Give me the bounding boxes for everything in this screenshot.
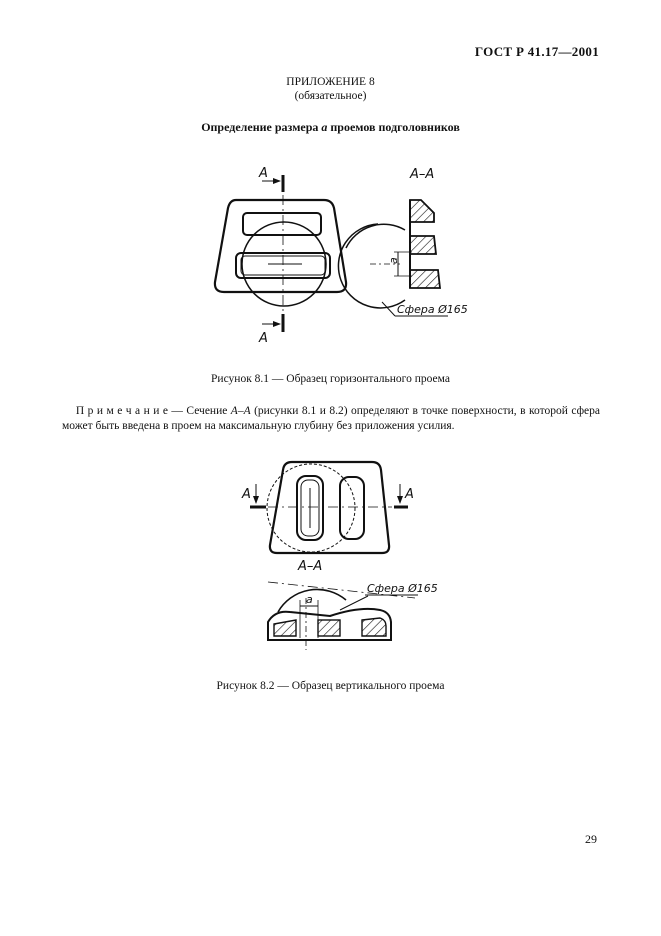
cut-label-right: А [405, 487, 414, 502]
section-title-part-1: Определение размера [201, 120, 322, 134]
figure-8-2-caption: Рисунок 8.2 — Образец вертикального проема [216, 680, 445, 692]
section-hatch-right [362, 618, 386, 636]
sphere-label-1: Сфера Ø165 [397, 303, 468, 316]
cut-label-left: А [242, 487, 251, 502]
sphere-label-2: Сфера Ø165 [367, 582, 438, 595]
section-title-part-2: проемов подголовников [327, 120, 460, 134]
note-text-1: — Сечение [167, 405, 231, 417]
cut-label-top: А [259, 166, 268, 181]
cut-label-bottom: А [259, 331, 268, 346]
note-text-italic: А–А [230, 405, 251, 417]
cut-arrow-left-head [253, 496, 259, 504]
appendix-subtitle: (обязательное) [294, 90, 367, 102]
section-title-italic: a [321, 120, 328, 134]
appendix-title: ПРИЛОЖЕНИЕ 8 [286, 76, 375, 88]
section-label-1: А–А [410, 167, 435, 182]
section-hatch-left [274, 620, 296, 636]
standard-code: ГОСТ Р 41.17—2001 [474, 44, 599, 59]
section-hatch-middle [318, 620, 340, 636]
right-opening [340, 477, 364, 539]
headrest-outline-2 [270, 462, 389, 553]
page-number: 29 [585, 832, 597, 846]
figure-8-1-caption: Рисунок 8.1 — Образец горизонтального проема [211, 373, 450, 385]
sphere-outline-2 [267, 464, 355, 552]
note-text-2: (рисунки 8.1 и 8.2) определяют в точке поверхности, в которой сфера может быть введена в проем на максимальную глубину без приложения усилия. [62, 405, 600, 432]
section-label-2: А–А [298, 559, 323, 574]
dim-a-label-2: a [306, 593, 313, 606]
note-lead: П р и м е ч а н и е [75, 405, 168, 417]
dim-a-label: a [387, 257, 400, 264]
cut-arrow-right-head [397, 496, 403, 504]
